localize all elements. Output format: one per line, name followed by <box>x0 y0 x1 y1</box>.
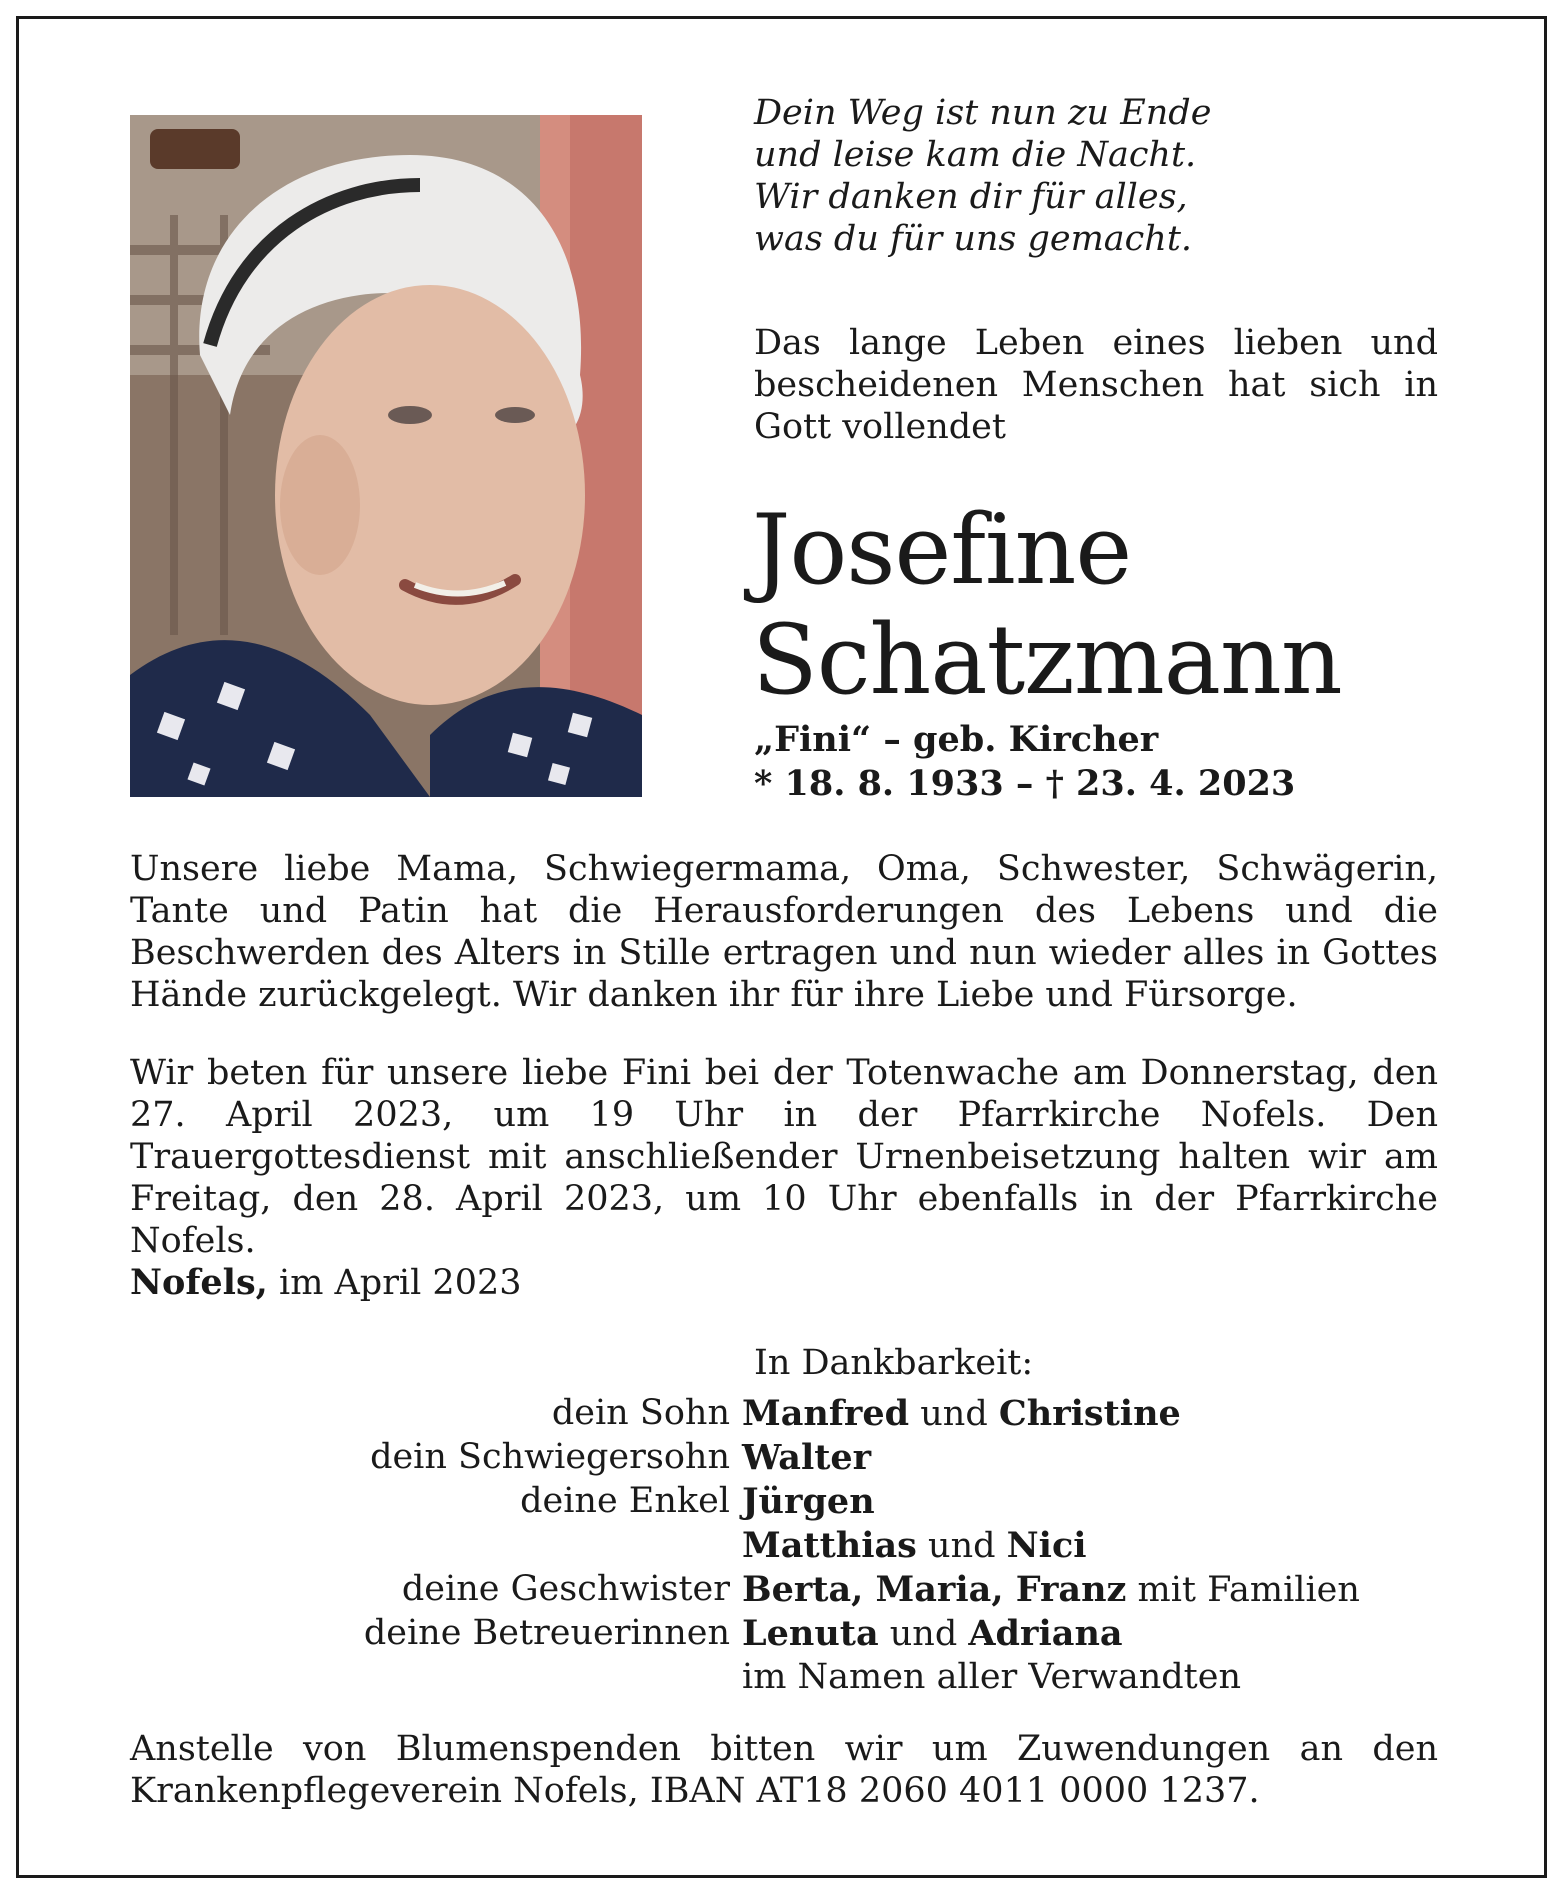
family-name-primary: Lenuta <box>742 1613 879 1654</box>
poem-line: Wir danken dir für alles, <box>754 177 1188 217</box>
family-relation: dein Schwiegersohn <box>370 1437 730 1477</box>
family-relation <box>130 1656 742 1699</box>
paragraph-service-info: Wir beten für unsere liebe Fini bei der Totenwache am Donnerstag, den 27. April 2023, um 19 Uhr in der Pfarrkirche Nofels. Den Trauergottesdienst mit anschließender Urnenbeisetzung halten wir am Freitag, den 28. April 2023, um 10 Uhr ebenfalls in der Pfarrkirche Nofels. <box>130 1053 1438 1261</box>
paragraph-tribute: Unsere liebe Mama, Schwiegermama, Oma, Schwester, Schwägerin, Tante und Patin hat die Herausforderungen des Lebens und die Beschwerden des Alters in Stille ertragen und nun wieder alles in Gottes Hände zurückgelegt. Wir danken ihr für ihre Liebe und Fürsorge. <box>130 849 1438 1015</box>
family-row <box>130 1568 1438 1612</box>
family-join-word: und <box>920 1394 988 1434</box>
gratitude-heading: In Dankbarkeit: <box>754 1343 1034 1383</box>
family-name-primary: Berta, Maria, Franz <box>742 1569 1127 1610</box>
family-row <box>130 1436 1438 1480</box>
portrait-photo <box>130 115 642 797</box>
poem-line: was du für uns gemacht. <box>754 219 1193 259</box>
donation-note: Anstelle von Blumenspenden bitten wir um Zuwendungen an den Krankenpflegeverein Nofels, IBAN AT18 2060 4011 0000 1237. <box>130 1729 1438 1811</box>
first-name: Josefine <box>752 494 1132 606</box>
family-names <box>742 1568 1360 1612</box>
family-name-primary: Manfred <box>742 1393 910 1434</box>
place-date <box>130 1262 522 1304</box>
poem <box>754 92 1211 260</box>
family-row <box>130 1524 1438 1568</box>
family-row <box>130 1392 1438 1436</box>
family-suffix: im Namen aller Verwandten <box>742 1657 1241 1697</box>
nickname-line: „Fini“ – geb. Kircher <box>754 719 1159 760</box>
family-suffix: mit Familien <box>1137 1570 1360 1610</box>
family-name-secondary: Nici <box>1006 1525 1087 1566</box>
family-relation <box>130 1524 742 1568</box>
family-name-secondary: Christine <box>998 1393 1181 1434</box>
family-join-word: und <box>889 1614 958 1654</box>
family-names <box>742 1524 1087 1568</box>
intro-text: Das lange Leben eines lieben und bescheidenen Menschen hat sich in Gott vollendet <box>754 323 1438 447</box>
family-row <box>130 1656 1438 1699</box>
family-row <box>130 1612 1438 1656</box>
family-relation: deine Geschwister <box>401 1569 730 1609</box>
place-town: Nofels, <box>130 1262 268 1303</box>
dates-line: * 18. 8. 1933 – † 23. 4. 2023 <box>754 763 1296 804</box>
family-relation: dein Sohn <box>551 1393 730 1433</box>
name-details <box>754 718 1295 806</box>
family-row <box>130 1480 1438 1524</box>
family-name-primary: Walter <box>742 1437 872 1478</box>
place-date-text: im April 2023 <box>279 1263 522 1303</box>
family-name-primary: Jürgen <box>742 1481 875 1522</box>
family-names <box>742 1656 1241 1699</box>
portrait-image <box>130 115 642 797</box>
poem-line: und leise kam die Nacht. <box>754 135 1197 175</box>
last-name: Schatzmann <box>752 604 1342 716</box>
family-join-word: und <box>928 1526 996 1566</box>
family-list <box>130 1392 1438 1699</box>
poem-line: Dein Weg ist nun zu Ende <box>754 93 1212 133</box>
family-names <box>742 1480 875 1524</box>
family-name-primary: Matthias <box>742 1525 917 1566</box>
family-name-secondary: Adriana <box>968 1613 1123 1654</box>
family-names <box>742 1436 871 1480</box>
family-relation: deine Betreuerinnen <box>363 1613 730 1653</box>
family-relation: deine Enkel <box>520 1481 730 1521</box>
deceased-name <box>752 495 1342 715</box>
family-names <box>742 1392 1181 1436</box>
family-names <box>742 1612 1123 1656</box>
